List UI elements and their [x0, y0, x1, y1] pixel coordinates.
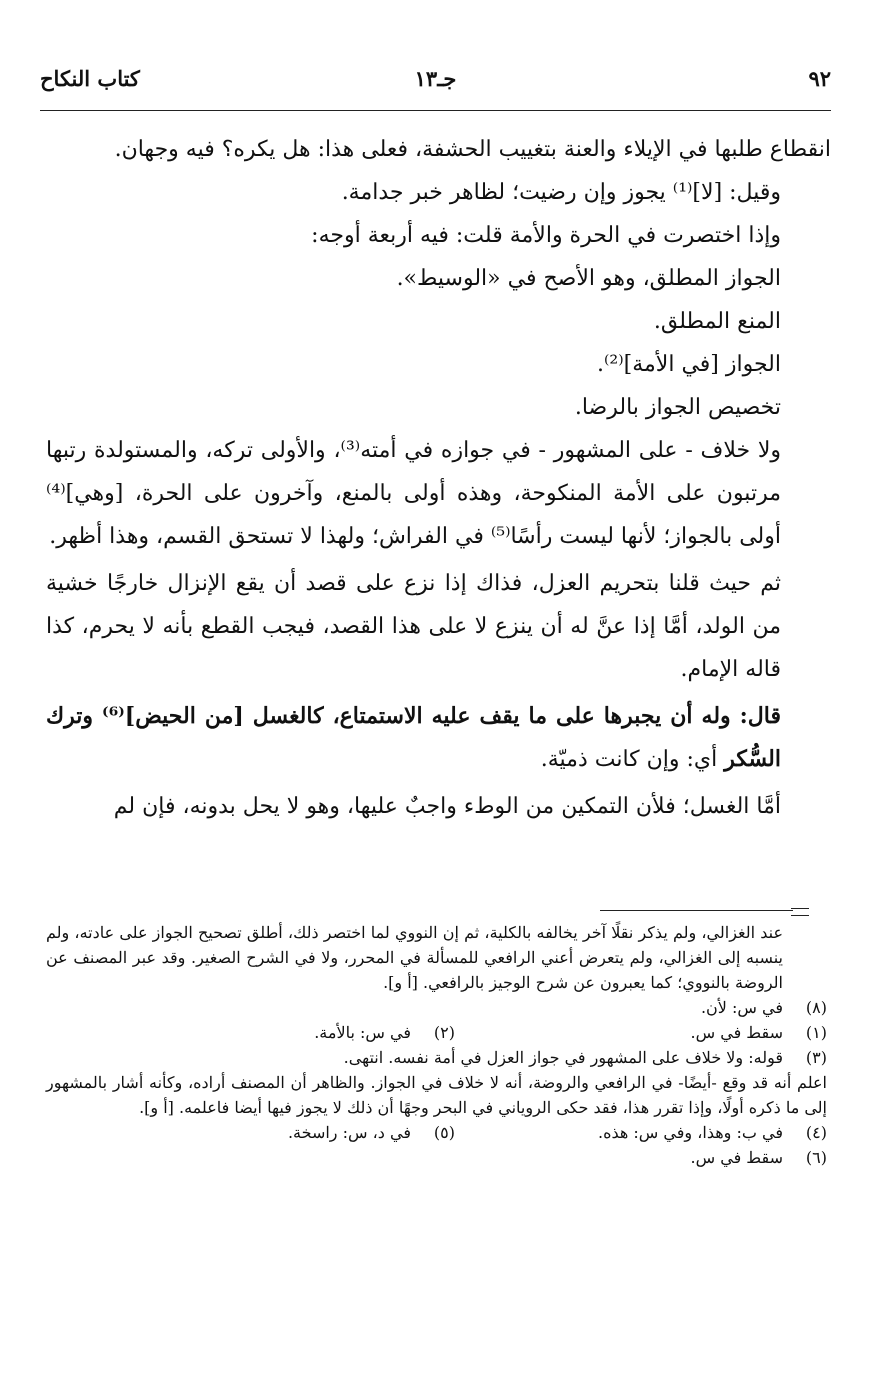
footnote-number: (٨) — [805, 998, 827, 1017]
footnote-rule — [600, 910, 793, 911]
main-text — [46, 128, 831, 828]
commentary: أي: وإن كانت ذميّة. — [540, 747, 725, 772]
matn-quote: قال: وله أن يجبرها على ما يقف عليه الاستمتاع، كالغسل [من الحيض]⁽⁶⁾ وترك السُّكر — [46, 703, 781, 772]
footnote-number: (٦) — [805, 1148, 827, 1167]
footnote-continuation: عند الغزالي، ولم يذكر نقلًا آخر يخالفه بالكلية، ثم إن النووي لما اختصر ذلك، أطلق تصحيح الجواز على عادته، ولم ينسبه إلى الغزالي، ولم يتعرض أعني الرافعي للمسألة في المحرر، ولا في الشرح الصغير. وقد عبر المصنف عن الروضة بالنووي؛ كما يعبرون عن شرح الوجيز بالرافعي. [أ و]. — [46, 923, 783, 992]
footnote-text: في س: لأن. — [700, 998, 783, 1017]
footnote-text: في د، س: راسخة. — [287, 1123, 411, 1142]
footnote-3-commentary: اعلم أنه قد وقع -أيضًا- في الرافعي والروضة، أنه لا خلاف في الجواز. والظاهر أن المصنف أراده، وكأنه أشار بالمشهور إلى ما ذكره أولًا، وإذا تقرر هذا، فقد حكى الروياني في البحر وجهًا أن ذلك لا يجوز فيها أيضا فاعلمه. [أ و]. — [46, 1073, 827, 1117]
footnote-text: في ب: وهذا، وفي س: هذه. — [598, 1123, 783, 1142]
footnotes — [46, 920, 827, 1170]
footnote-text: في س: بالأمة. — [314, 1023, 411, 1042]
paragraph: تخصيص الجواز بالرضا. — [574, 395, 781, 420]
footnote-6 — [46, 1145, 827, 1170]
footnote-text: سقط في س. — [690, 1148, 783, 1167]
footnote-continuation-mark — [791, 908, 809, 916]
footnote-text: قوله: ولا خلاف على المشهور في جواز العزل في أمة نفسه. انتهى. — [343, 1048, 783, 1067]
footnote-3 — [46, 1045, 827, 1070]
footnote-number: (٢) — [433, 1023, 455, 1042]
paragraph: انقطاع طلبها في الإيلاء والعنة بتغييب الحشفة، فعلى هذا: هل يكره؟ فيه وجهان. — [114, 137, 831, 162]
footnote-number: (٣) — [805, 1048, 827, 1067]
footnote-number: (١) — [805, 1023, 827, 1042]
book-title: كتاب النكاح — [40, 66, 140, 91]
paragraph: أمَّا الغسل؛ فلأن التمكين من الوطء واجبٌ عليها، وهو لا يحل بدونه، فإن لم — [113, 794, 781, 819]
paragraph: ولا خلاف - على المشهور - في جوازه في أمته⁽³⁾، والأولى تركه، والمستولدة رتبها مرتبون على الأمة المنكوحة، وهذه أولى بالمنع، وآخرون على الحرة، [وهي]⁽⁴⁾ أولى بالجواز؛ لأنها ليست رأسًا⁽⁵⁾ في الفراش؛ ولهذا لا تستحق القسم، وهذا أظهر. — [46, 438, 781, 549]
footnote-4-5 — [46, 1120, 827, 1145]
page-number: ٩٢ — [808, 66, 831, 91]
paragraph: وقيل: [لا]⁽¹⁾ يجوز وإن رضيت؛ لظاهر خبر جدامة. — [341, 180, 781, 205]
paragraph: الجواز [في الأمة]⁽²⁾. — [597, 352, 781, 377]
footnote-text: سقط في س. — [690, 1023, 783, 1042]
footnote-number: (٥) — [433, 1123, 455, 1142]
paragraph: الجواز المطلق، وهو الأصح في «الوسيط». — [396, 266, 781, 291]
running-header — [40, 66, 831, 106]
footnote-number: (٤) — [805, 1123, 827, 1142]
paragraph: ثم حيث قلنا بتحريم العزل، فذاك إذا نزع على قصد أن يقع الإنزال خارجًا خشية من الولد، أمَّا إذا عنَّ له أن ينزع لا على هذا القصد، فيجب القطع بأنه لا يحرم، كذا قاله الإمام. — [46, 571, 781, 682]
header-rule — [40, 110, 831, 111]
paragraph: وإذا اختصرت في الحرة والأمة قلت: فيه أربعة أوجه: — [311, 223, 781, 248]
footnote-8 — [46, 995, 827, 1020]
paragraph: المنع المطلق. — [653, 309, 781, 334]
paragraph — [46, 695, 831, 781]
volume-label: جـ١٣ — [414, 66, 457, 91]
footnote-1-2 — [46, 1020, 827, 1045]
